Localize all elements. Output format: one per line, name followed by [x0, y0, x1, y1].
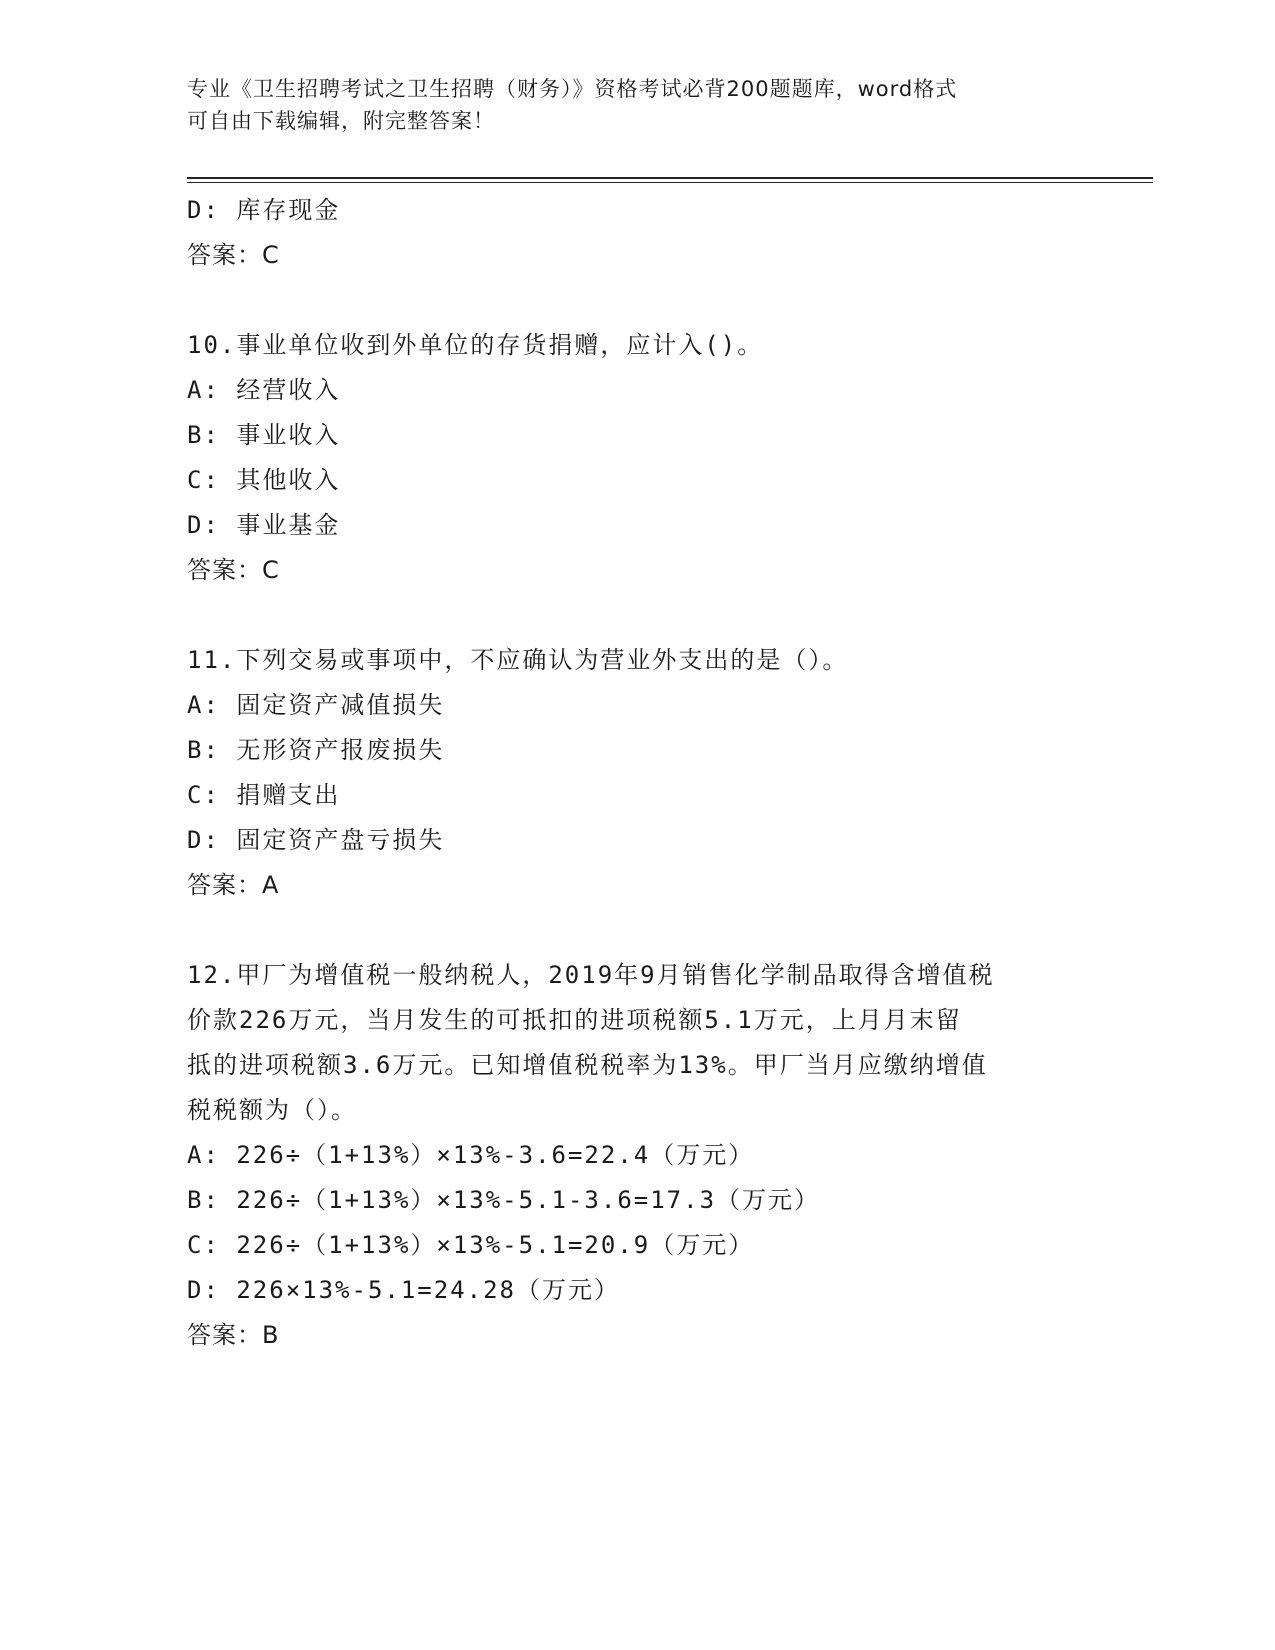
q10-option-c: C: 其他收入 [187, 466, 341, 494]
header-rule-thick [187, 177, 1153, 179]
q10-option-b: B: 事业收入 [187, 421, 341, 449]
q10-stem: 10.事业单位收到外单位的存货捐赠，应计入()。 [187, 331, 764, 359]
prev-answer: 答案：C [187, 241, 280, 269]
q12-stem-line: 税税额为（）。 [187, 1096, 357, 1124]
document-header [187, 73, 1087, 137]
spacer [187, 593, 1087, 638]
prev-option-d: D: 库存现金 [187, 196, 341, 224]
spacer [187, 278, 1087, 323]
q11-stem: 11.下列交易或事项中，不应确认为营业外支出的是（）。 [187, 646, 849, 674]
q10-option-d: D: 事业基金 [187, 511, 341, 539]
header-line-2: 可自由下载编辑，附完整答案！ [187, 109, 495, 133]
q12-option-c: C: 226÷（1+13%）×13%-5.1=20.9（万元） [187, 1231, 755, 1259]
q11-answer: 答案：A [187, 871, 280, 899]
header-line-1: 专业《卫生招聘考试之卫生招聘（财务）》资格考试必背200题题库，word格式 [187, 77, 958, 101]
q12-stem-line: 价款226万元，当月发生的可抵扣的进项税额5.1万元，上月月末留 [187, 1006, 962, 1034]
header-rule-thin [187, 182, 1153, 183]
q12-answer: 答案：B [187, 1321, 280, 1349]
q11-option-c: C: 捐赠支出 [187, 781, 341, 809]
q12-option-b: B: 226÷（1+13%）×13%-5.1-3.6=17.3（万元） [187, 1186, 821, 1214]
q10-option-a: A: 经营收入 [187, 376, 341, 404]
q12-stem-line: 12.甲厂为增值税一般纳税人，2019年9月销售化学制品取得含增值税 [187, 961, 995, 989]
q11-option-a: A: 固定资产减值损失 [187, 691, 445, 719]
q11-option-d: D: 固定资产盘亏损失 [187, 826, 445, 854]
spacer [187, 908, 1087, 953]
q11-option-b: B: 无形资产报废损失 [187, 736, 445, 764]
question-content [187, 188, 1087, 1358]
q10-answer: 答案：C [187, 556, 280, 584]
q12-option-a: A: 226÷（1+13%）×13%-3.6=22.4（万元） [187, 1141, 755, 1169]
q12-stem-line: 抵的进项税额3.6万元。已知增值税税率为13%。甲厂当月应缴纳增值 [187, 1051, 988, 1079]
q12-stem [187, 953, 1067, 1133]
q12-option-d: D: 226×13%-5.1=24.28（万元） [187, 1276, 620, 1304]
